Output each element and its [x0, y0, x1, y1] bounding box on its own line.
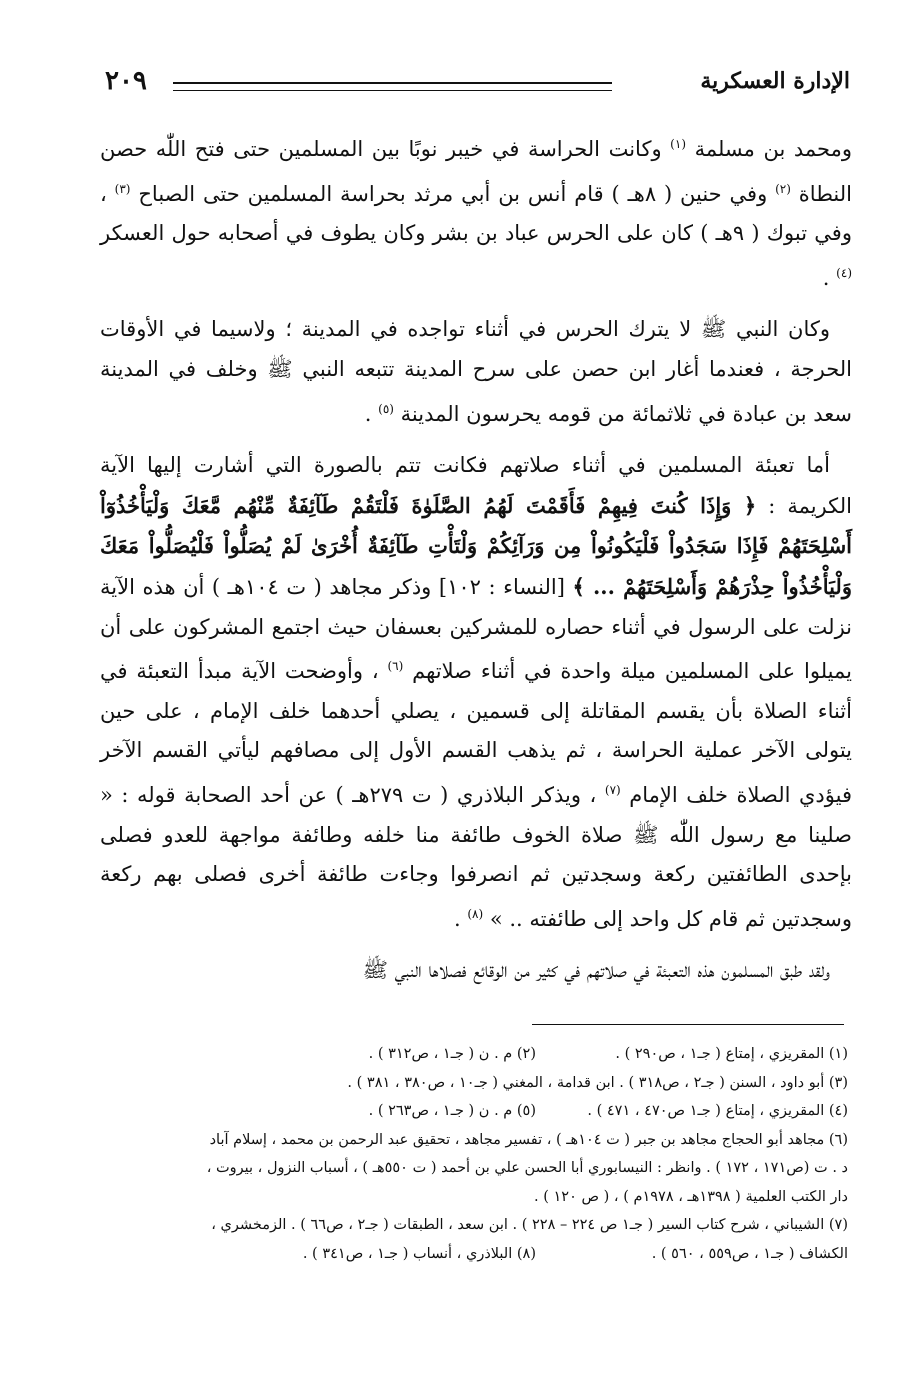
text-segment: وذكر مجاهد ( ت ١٠٤هـ ) أن هذه الآية نزلت على الرسول في أثناء حصاره للمشركين بعسفان حيث اجتمع المشركون على أن يميلوا على المسلمين ميلة واحدة في أثناء صلاتهم — [100, 574, 852, 684]
text-segment: ، ويذكر البلاذري ( ت ٢٧٩هـ ) عن أحد الصحابة قوله : « صلينا مع رسول اللّٰه ﷺ صلاة الخوف طائفة منا خلفه وطائفة مواجهة للعدو فصلى بإحدى الطائفتين ركعة وسجدتين ثم انصرفوا وجاءت طائفة أخرى فصلى بهم ركعة وسجدتين ثم قام كل واحد إلى طائفته .. » — [100, 782, 852, 931]
text-segment: ومحمد بن مسلمة — [694, 137, 852, 161]
footnote-line — [100, 1097, 848, 1126]
page-header — [105, 64, 850, 104]
text-segment: وكان النبي ﷺ لا يترك الحرس في أثناء تواجده في المدينة ؛ ولاسيما في الأوقات الحرجة ، فعندما أغار ابن حصن على سرح المدينة تتبعه النبي ﷺ وخلف في المدينة سعد بن عبادة في ثلاثمائة من قومه يحرسون المدينة — [100, 317, 852, 426]
footnote-ref: (٤) — [836, 265, 852, 280]
text-segment: وكانت الحراسة في خيبر نوبًا بين المسلمين حتى فتح اللّٰه حصن النطاة — [100, 137, 852, 206]
footnote-ref: (٢) — [775, 181, 791, 196]
footnote-separator — [532, 1024, 844, 1025]
footnote-ref: (١) — [670, 137, 686, 151]
text-segment: ، وفي تبوك ( ٩هـ ) كان على الحرس عباد بن بشر وكان يطوف في أصحابه حول العسكر — [100, 181, 852, 246]
paragraph-1 — [100, 125, 852, 298]
footnote-6-line-2: د . ت (ص١٧١ ، ١٧٢ ) . وانظر : النيسابوري أبا الحسن علي بن أحمد ( ت ٥٥٠هـ ) ، أسباب النزول ، بيروت ، — [206, 1160, 848, 1176]
paragraph-2 — [100, 310, 852, 434]
body-text — [100, 125, 852, 1003]
footnote-7-line-2: الكشاف ( جـ١ ، ص٥٥٩ ، ٥٦٠ ) . — [651, 1245, 848, 1262]
text-segment: . — [453, 906, 461, 931]
footnote-6-line-3: دار الكتب العلمية ( ١٣٩٨هـ ، ١٩٧٨م ) ، ( ص ١٢٠ ) . — [534, 1188, 848, 1205]
text-segment: . — [364, 401, 372, 426]
text-segment: ولقد طبق المسلمون هذه التعبئة في صلاتهم في كثير من الوقائع فصلاها النبي ﷺ — [362, 958, 830, 983]
footnote-1: (١) المقريزي ، إمتاع ( جـ١ ، ص٢٩٠ ) . — [615, 1046, 848, 1062]
running-title: الإدارة العسكرية — [700, 68, 850, 94]
text-segment: أما تعبئة المسلمين في أثناء صلاتهم فكانت تتم بالصورة التي أشارت إليها الآية الكريمة : — [100, 453, 852, 518]
footnotes — [100, 1040, 848, 1268]
footnote-4: (٤) المقريزي ، إمتاع ( جـ١ ص٤٧٠ ، ٤٧١ ) . — [587, 1103, 848, 1119]
footnote-ref: (٥) — [378, 401, 394, 416]
paragraph-4 — [100, 951, 852, 991]
paragraph-3 — [100, 446, 852, 939]
footnote-line — [100, 1040, 848, 1069]
text-segment: ، وأوضحت الآية مبدأ التعبئة في أثناء الصلاة بأن يقسم المقاتلة إلى قسمين ، يصلي أحدهما خلف الإمام ، على حين يتولى الآخر عملية الحراسة ، ثم يذهب القسم الأول إلى مصافهم ليأتي القسم الآخر فيؤدي الصلاة خلف الإمام — [100, 659, 852, 807]
header-rule — [173, 82, 612, 91]
footnote-8: (٨) البلاذري ، أنساب ( جـ١ ، ص٣٤١ ) . — [302, 1245, 536, 1262]
footnote-6-line-1: (٦) مجاهد أبو الحجاج مجاهد بن جبر ( ت ١٠٤هـ ) ، تفسير مجاهد ، تحقيق عبد الرحمن بن محمد ، إسلام آباد — [209, 1131, 848, 1148]
text-segment: . — [822, 265, 830, 290]
footnote-3: (٣) أبو داود ، السنن ( جـ٢ ، ص٣١٨ ) . ابن قدامة ، المغني ( جـ١٠ ، ص٣٨٠ ، ٣٨١ ) . — [347, 1074, 848, 1091]
footnote-7-line-1: (٧) الشيباني ، شرح كتاب السير ( جـ١ ص ٢٢٤ – ٢٢٨ ) . ابن سعد ، الطبقات ( جـ٢ ، ص٦٦ ) . الزمخشري ، — [211, 1217, 848, 1233]
verse-citation: [النساء : ١٠٢] — [438, 574, 565, 599]
footnote-5: (٥) م . ن ( جـ١ ، ص٢٦٣ ) . — [368, 1103, 536, 1119]
page-number: ٢٠٩ — [105, 66, 147, 96]
footnote-line — [100, 1240, 848, 1269]
footnote-2: (٢) م . ن ( جـ١ ، ص٣١٢ ) . — [368, 1046, 536, 1062]
quran-verse: ﴿ وَإِذَا كُنتَ فِيهِمْ فَأَقَمْتَ لَهُمُ الصَّلَوٰةَ فَلْتَقُمْ طَآئِفَةٌ مِّنْهُم مَّعَكَ وَلْيَأْخُذُوٓاْ أَسْلِحَتَهُمْ فَإِذَا سَجَدُواْ فَلْيَكُونُواْ مِن وَرَآئِكُمْ وَلْتَأْتِ طَآئِفَةٌ أُخْرَىٰ لَمْ يُصَلُّواْ فَلْيُصَلُّواْ مَعَكَ وَلْيَأْخُذُواْ حِذْرَهُمْ وَأَسْلِحَتَهُمْ ... ﴾ — [100, 492, 852, 599]
footnote-ref: (٣) — [114, 181, 131, 196]
footnote-ref: (٧) — [604, 782, 621, 797]
text-segment: وفي حنين ( ٨هـ ) قام أنس بن أبي مرثد بحراسة المسلمين حتى الصباح — [138, 181, 768, 206]
footnote-ref: (٦) — [387, 659, 404, 674]
footnote-ref: (٨) — [467, 906, 484, 921]
